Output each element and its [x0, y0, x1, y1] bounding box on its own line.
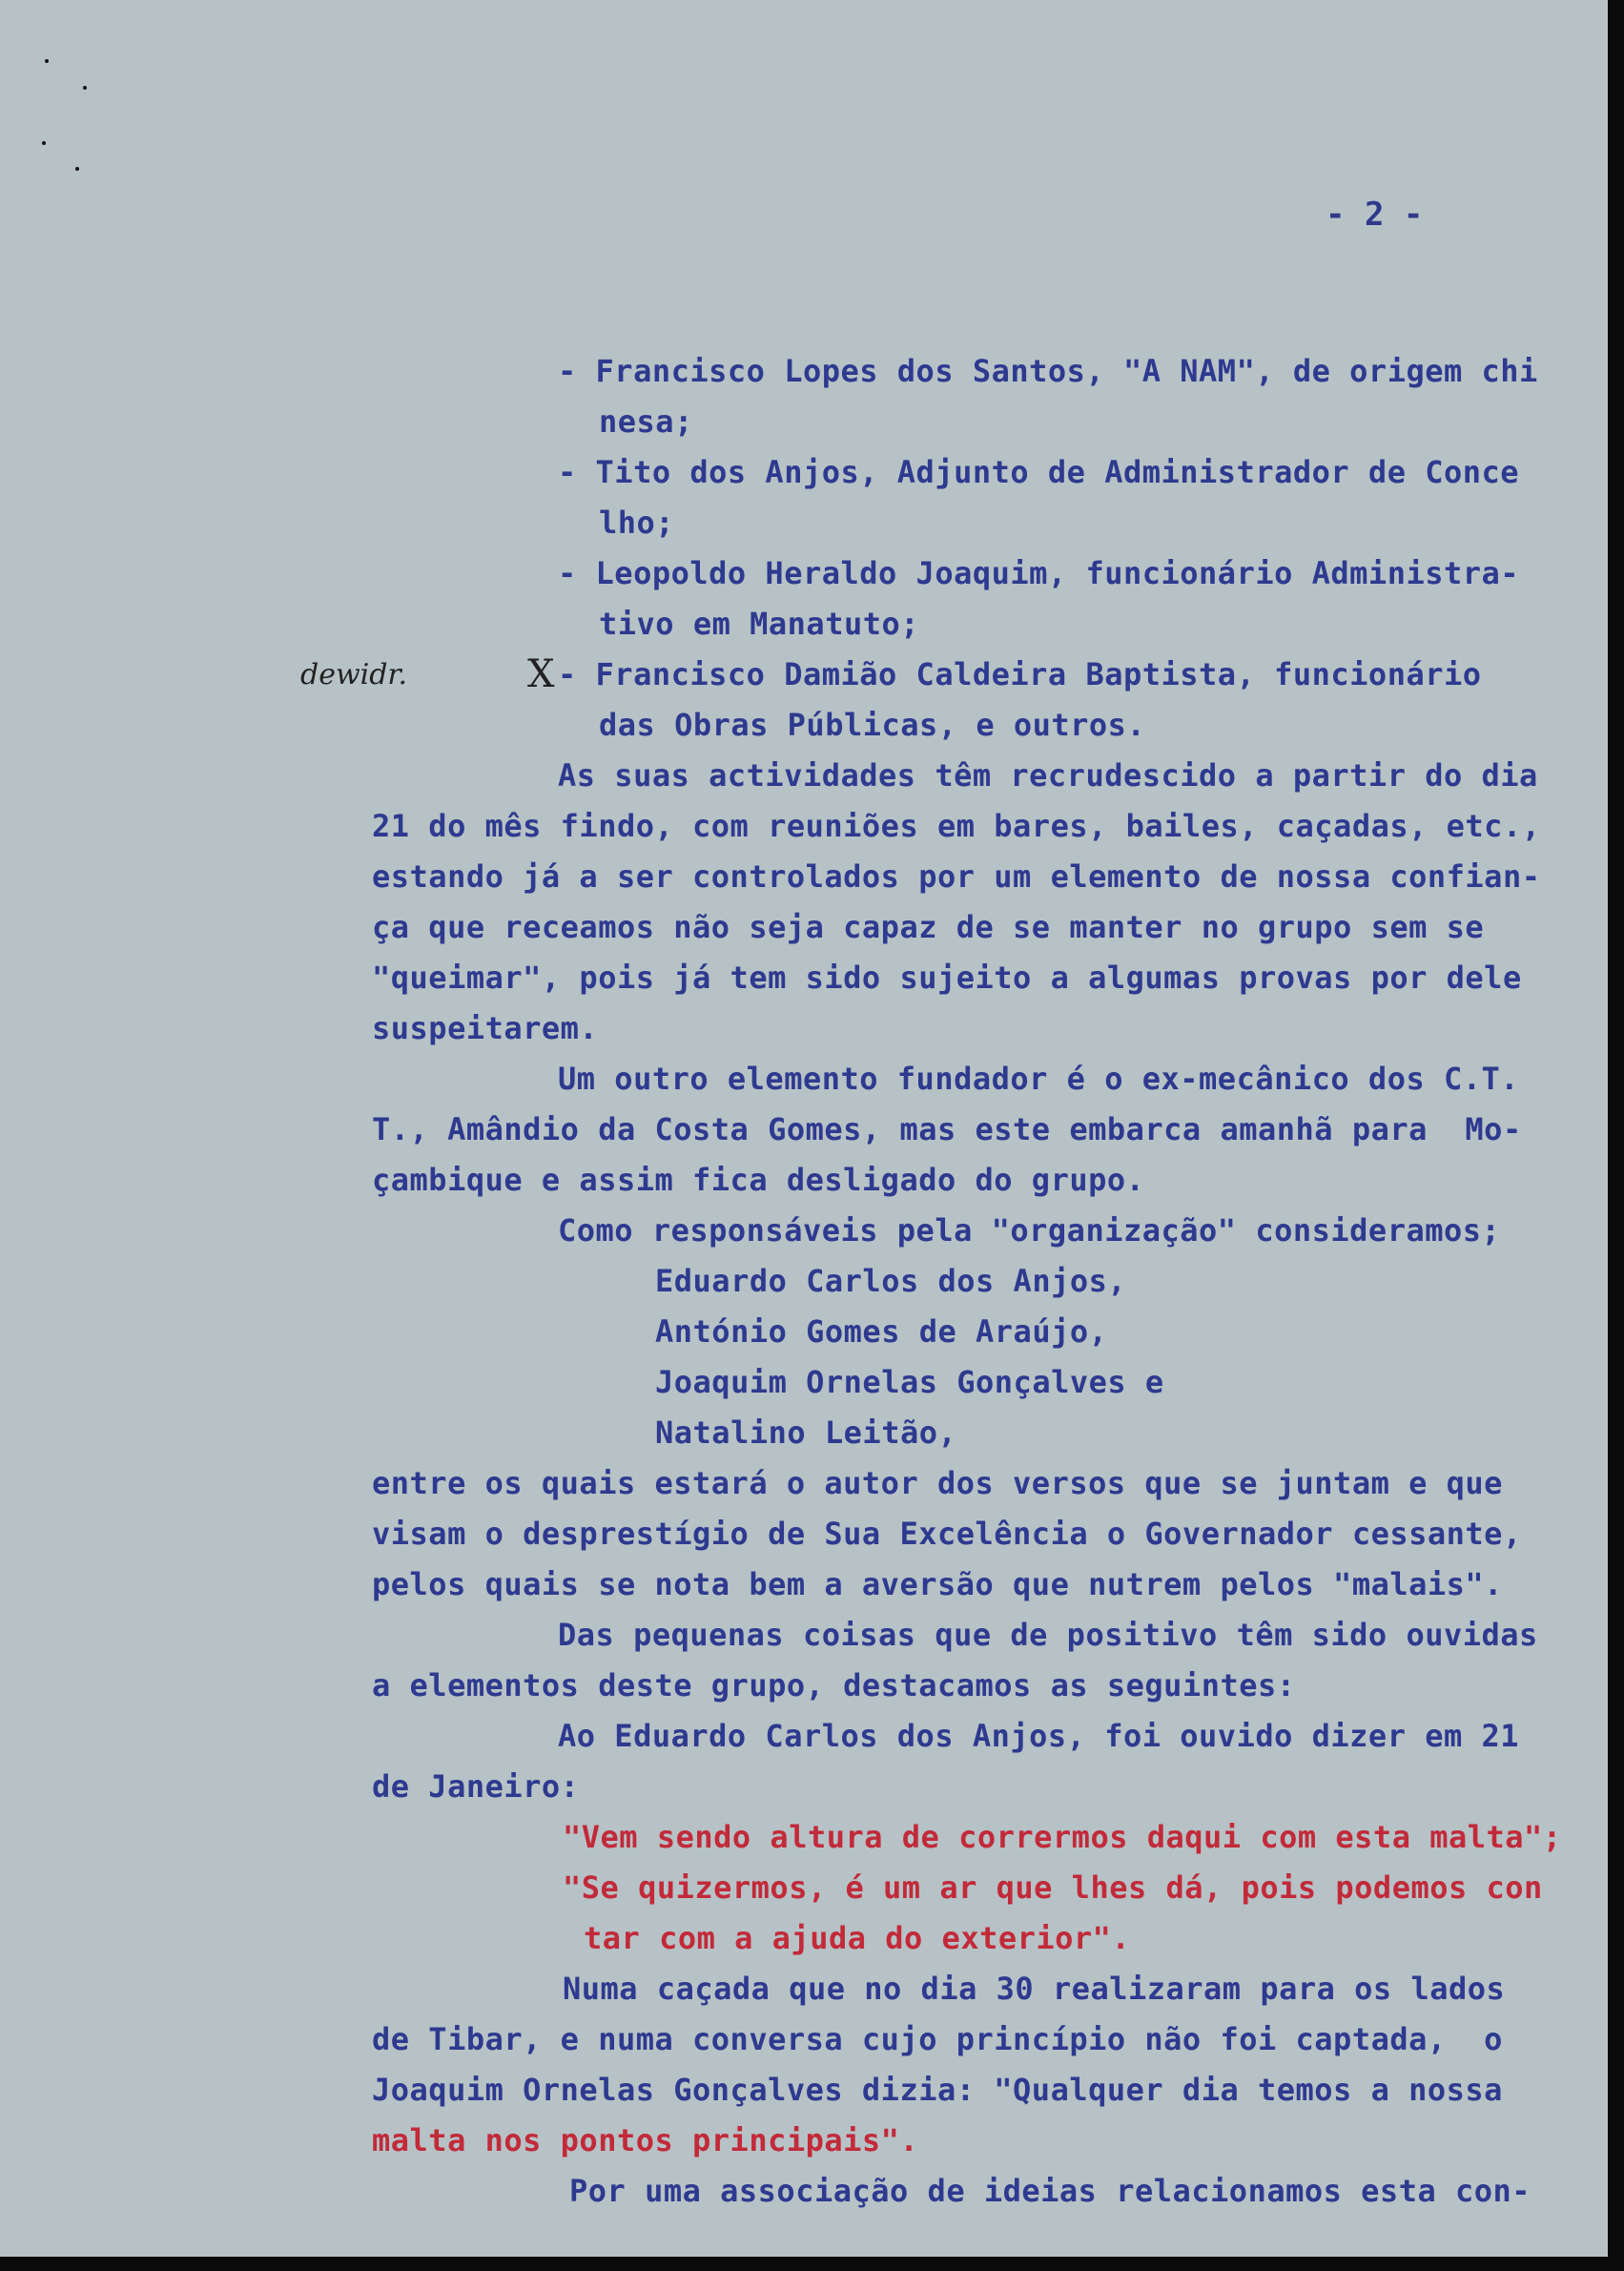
text-line: ça que receamos não seja capaz de se manter no grupo sem se — [372, 909, 1485, 945]
text-line: 21 do mês findo, com reuniões em bares, bailes, caçadas, etc., — [372, 808, 1541, 844]
text-line: "queimar", pois já tem sido sujeito a algumas provas por dele — [372, 960, 1522, 996]
text-line: As suas actividades têm recrudescido a partir do dia — [558, 757, 1538, 794]
punch-mark — [75, 167, 79, 171]
text-line: - Francisco Damião Caldeira Baptista, funcionário — [558, 656, 1482, 692]
text-line: "Vem sendo altura de corrermos daqui com esta malta"; — [563, 1819, 1562, 1855]
text-line: nesa; — [599, 403, 693, 440]
text-line: suspeitarem. — [372, 1010, 599, 1046]
text-line: estando já a ser controlados por um elemento de nossa confian- — [372, 858, 1541, 895]
handwritten-margin-note: dewidr. — [300, 658, 408, 692]
text-line: a elementos deste grupo, destacamos as seguintes: — [372, 1667, 1296, 1703]
text-line: lho; — [599, 505, 675, 541]
text-line: - Leopoldo Heraldo Joaquim, funcionário Administra- — [558, 555, 1520, 591]
text-line: tar com a ajuda do exterior". — [584, 1920, 1131, 1956]
text-line: çambique e assim fica desligado do grupo. — [372, 1162, 1145, 1198]
text-line: Numa caçada que no dia 30 realizaram para os lados — [563, 1971, 1506, 2007]
punch-mark — [83, 86, 87, 90]
text-line: T., Amândio da Costa Gomes, mas este embarca amanhã para Mo- — [372, 1111, 1522, 1147]
handwritten-x-mark: X — [527, 652, 555, 696]
text-line: entre os quais estará o autor dos versos que se juntam e que — [372, 1465, 1503, 1501]
text-line: Das pequenas coisas que de positivo têm sido ouvidas — [558, 1617, 1538, 1653]
text-line: Natalino Leitão, — [655, 1414, 957, 1451]
text-line: - Francisco Lopes dos Santos, "A NAM", de origem chi — [558, 353, 1538, 389]
punch-mark — [42, 141, 46, 145]
text-line: visam o desprestígio de Sua Excelência o Governador cessante, — [372, 1516, 1522, 1552]
text-line: Ao Eduardo Carlos dos Anjos, foi ouvido dizer em 21 — [558, 1718, 1520, 1754]
text-line: Como responsáveis pela "organização" consideramos; — [558, 1212, 1501, 1249]
text-line: "Se quizermos, é um ar que lhes dá, pois podemos con — [563, 1869, 1543, 1906]
punch-mark — [45, 59, 49, 63]
text-line: tivo em Manatuto; — [599, 606, 920, 642]
text-line: de Tibar, e numa conversa cujo princípio não foi captada, o — [372, 2021, 1503, 2057]
text-line: Eduardo Carlos dos Anjos, — [655, 1263, 1127, 1299]
text-line: das Obras Públicas, e outros. — [599, 707, 1146, 743]
page-number: - 2 - — [1326, 196, 1424, 234]
text-line: malta nos pontos principais". — [372, 2122, 919, 2158]
text-line: pelos quais se nota bem a aversão que nutrem pelos "malais". — [372, 1566, 1503, 1602]
text-line: - Tito dos Anjos, Adjunto de Administrador de Conce — [558, 454, 1520, 490]
text-line: António Gomes de Araújo, — [655, 1313, 1108, 1350]
text-line: Joaquim Ornelas Gonçalves dizia: "Qualquer dia temos a nossa — [372, 2072, 1503, 2108]
text-line: de Janeiro: — [372, 1768, 580, 1805]
text-line: Por uma associação de ideias relacionamos esta con- — [569, 2173, 1531, 2209]
text-line: Um outro elemento fundador é o ex-mecânico dos C.T. — [558, 1061, 1520, 1097]
text-line: Joaquim Ornelas Gonçalves e — [655, 1364, 1164, 1400]
